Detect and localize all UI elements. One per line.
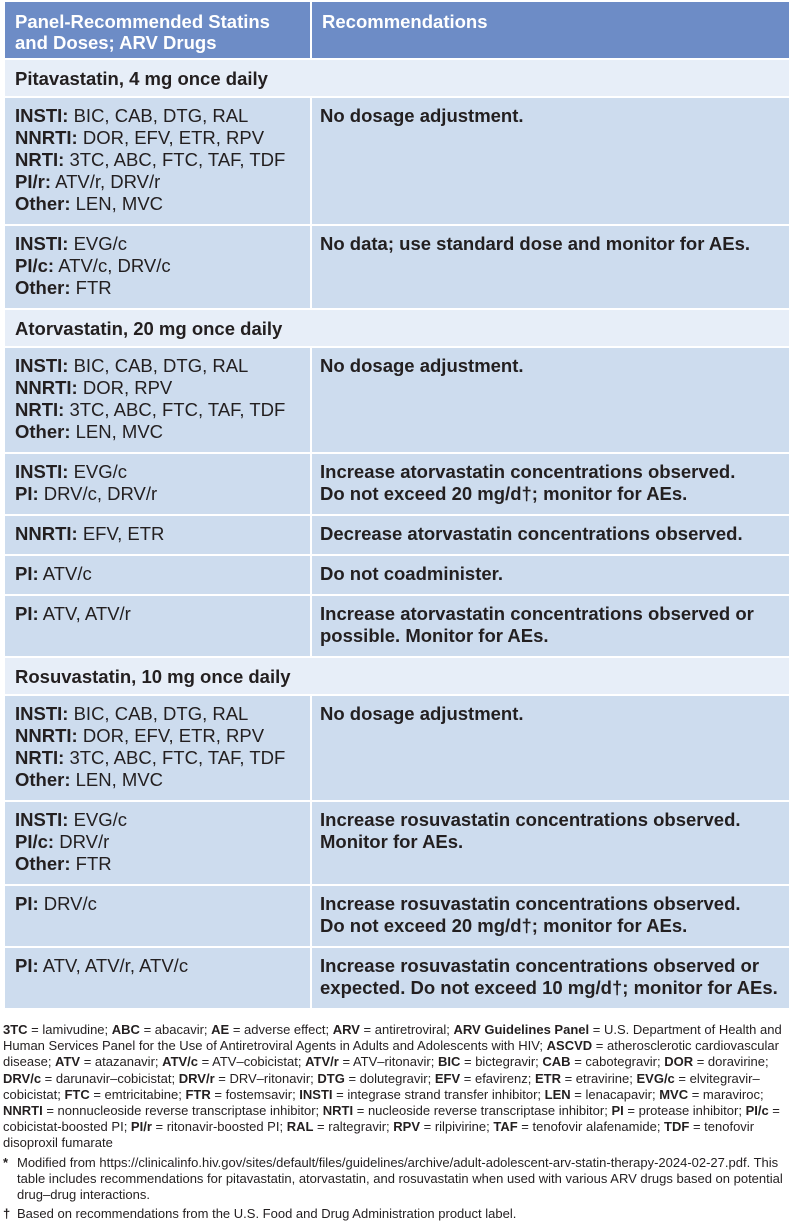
drug-line [15,193,302,215]
statin-arv-table [3,0,791,1010]
drug-class-label: NRTI: [15,149,65,170]
drugs-cell [4,595,311,657]
table-body [4,59,790,1009]
abbreviation-item: ABC = abacavir; [111,1022,212,1037]
abbreviation-term: MVC [659,1086,689,1102]
drug-list: 3TC, ABC, FTC, TAF, TDF [69,747,286,768]
recommendation-line: Increase rosuvastatin concentrations observed. [320,893,741,914]
section-row [4,309,790,347]
drugs-cell [4,947,311,1009]
abbreviation-item: BIC = bictegravir; [437,1054,543,1070]
abbreviation-definition: nucleoside reverse transcriptase inhibitor [367,1103,605,1119]
recommendation-cell [311,453,790,515]
abbreviation-definition: darunavir–cobicistat [55,1070,172,1086]
abbreviation-term: ABC [111,1022,140,1037]
recommendation-line: Increase atorvastatin concentrations observed. [320,461,736,482]
recommendation-cell [311,947,790,1009]
abbreviation-item: NRTI = nucleoside reverse transcriptase inhibitor; [322,1103,612,1119]
drugs-cell [4,97,311,225]
abbreviation-definition: U.S. Department of Health and Human Services Panel for the Use of Antiretroviral Agents in Adults and Adolescents with HIV [3,1022,782,1054]
recommendation-line: expected. Do not exceed 10 mg/d†; monitor for AEs. [320,977,778,998]
abbreviation-term: NNRTI [3,1103,43,1119]
drug-list: BIC, CAB, DTG, RAL [73,105,249,126]
abbreviation-definition: ATV–cobicistat [212,1054,298,1070]
drug-class-label: NRTI: [15,747,65,768]
abbreviation-item: ASCVD = atherosclerotic cardiovascular disease; [3,1038,779,1070]
section-title: Pitavastatin, 4 mg once daily [4,59,790,97]
drug-line [15,747,302,769]
abbreviation-definition: nonnucleoside reverse transcriptase inhibitor [57,1103,316,1119]
abbreviation-definition: elvitegravir–cobicistat [3,1070,760,1102]
drug-class-label: NRTI: [15,399,65,420]
drug-class-label: INSTI: [15,809,69,830]
abbreviation-definition: antiretroviral [374,1022,447,1037]
drug-list: LEN, MVC [75,421,164,442]
abbreviation-term: NRTI [322,1103,354,1119]
drug-class-label: INSTI: [15,355,69,376]
abbreviation-term: RPV [393,1119,420,1135]
drug-list: ATV/c, DRV/c [58,255,171,276]
drug-list: ATV, ATV/r [42,603,131,624]
drug-line [15,523,302,545]
drug-list: BIC, CAB, DTG, RAL [73,703,249,724]
drug-line [15,149,302,171]
abbreviation-item: EFV = efavirenz; [434,1070,535,1086]
abbreviation-term: ETR [534,1070,561,1086]
footnote [3,1155,788,1204]
drug-class-label: PI: [15,893,39,914]
recommendation-line: Decrease atorvastatin concentrations observed. [320,523,743,544]
abbreviation-term: CAB [542,1054,571,1070]
table-row [4,595,790,657]
recommendation-line: Do not exceed 20 mg/d†; monitor for AEs. [320,483,688,504]
drug-list: 3TC, ABC, FTC, TAF, TDF [69,149,286,170]
abbreviation-term: ARV [332,1022,360,1037]
header-recommendations: Recommendations [311,1,790,59]
drug-line [15,171,302,193]
abbreviation-definition: maraviroc [702,1086,760,1102]
drugs-cell [4,801,311,885]
abbreviation-item: ATV = atazanavir; [55,1054,163,1070]
drug-class-label: INSTI: [15,461,69,482]
drugs-cell [4,453,311,515]
recommendation-line: Increase rosuvastatin concentrations observed. [320,809,741,830]
drug-line [15,127,302,149]
abbreviation-item: RAL = raltegravir; [286,1119,394,1135]
table-row [4,97,790,225]
drug-class-label: NNRTI: [15,725,78,746]
drug-class-label: INSTI: [15,105,69,126]
drug-class-label: PI/r: [15,171,51,192]
abbreviation-item: ATV/c = ATV–cobicistat; [162,1054,306,1070]
abbreviation-item: ATV/r = ATV–ritonavir; [305,1054,438,1070]
abbreviations-paragraph [3,1022,788,1152]
drug-line [15,769,302,791]
drug-list: FTR [75,277,112,298]
recommendation-line: Do not coadminister. [320,563,503,584]
drug-list: EVG/c [73,233,128,254]
drug-list: BIC, CAB, DTG, RAL [73,355,249,376]
drug-class-label: PI: [15,483,39,504]
abbreviation-definition: cobicistat-boosted PI [3,1119,124,1135]
drug-line [15,703,302,725]
drug-line [15,893,302,915]
recommendation-line: Do not exceed 20 mg/d†; monitor for AEs. [320,915,688,936]
recommendation-line: No dosage adjustment. [320,105,524,126]
abbreviation-definition: ATV–ritonavir [352,1054,431,1070]
abbreviation-definition: DRV–ritonavir [229,1070,311,1086]
abbreviation-item: EVG/c = elvitegravir–cobicistat; [3,1070,760,1102]
abbreviation-definition: adverse effect [244,1022,326,1037]
recommendation-line: No dosage adjustment. [320,703,524,724]
abbreviation-definition: tenofovir disoproxil fumarate [3,1119,755,1151]
abbreviation-term: TDF [664,1119,690,1135]
abbreviation-definition: emtricitabine [104,1086,179,1102]
abbreviation-term: TAF [493,1119,518,1135]
abbreviation-definition: lamivudine [42,1022,105,1037]
drugs-cell [4,695,311,801]
section-title: Atorvastatin, 20 mg once daily [4,309,790,347]
drug-list: DOR, EFV, ETR, RPV [82,725,265,746]
recommendation-line: Increase rosuvastatin concentrations observed or [320,955,760,976]
drug-line [15,355,302,377]
footnotes [0,1010,800,1222]
table-row [4,885,790,947]
abbreviation-item: PI/r = ritonavir-boosted PI; [130,1119,287,1135]
recommendation-cell [311,225,790,309]
abbreviation-definition: raltegravir [328,1119,387,1135]
table-row [4,225,790,309]
abbreviation-definition: lenacapavir [585,1086,652,1102]
abbreviation-item: FTC = emtricitabine; [64,1086,186,1102]
abbreviation-item: DOR = doravirine; [664,1054,769,1070]
abbreviation-item: RPV = rilpivirine; [393,1119,494,1135]
abbreviation-definition: bictegravir [475,1054,536,1070]
recommendation-line: No dosage adjustment. [320,355,524,376]
drug-class-label: PI: [15,603,39,624]
abbreviation-definition: efavirenz [474,1070,528,1086]
table-row [4,347,790,453]
drug-class-label: PI: [15,563,39,584]
abbreviation-definition: integrase strand transfer inhibitor [347,1086,538,1102]
drug-list: LEN, MVC [75,193,164,214]
recommendation-line: Monitor for AEs. [320,831,464,852]
drug-list: DOR, EFV, ETR, RPV [82,127,265,148]
recommendation-line: No data; use standard dose and monitor for AEs. [320,233,751,254]
section-row [4,59,790,97]
drug-line [15,725,302,747]
abbreviation-item: ARV Guidelines Panel = U.S. Department of Health and Human Services Panel for the Use of Antiretroviral Agents in Adults and Adolescents with HIV; [3,1022,782,1054]
table-row [4,515,790,555]
drug-line [15,809,302,831]
footnote-text: Based on recommendations from the U.S. Food and Drug Administration product label. [17,1206,517,1222]
abbreviation-item: 3TC = lamivudine; [3,1022,112,1037]
abbreviation-definition: abacavir [154,1022,204,1037]
drug-line [15,853,302,875]
abbreviation-definition: rilpivirine [434,1119,487,1135]
abbreviation-term: DOR [664,1054,694,1070]
drug-line [15,563,302,585]
table-row [4,695,790,801]
abbreviation-term: AE [211,1022,230,1037]
abbreviation-item: TAF = tenofovir alafenamide; [493,1119,665,1135]
abbreviation-term: DTG [317,1070,345,1086]
drug-class-label: NNRTI: [15,523,78,544]
abbreviation-definition: tenofovir alafenamide [532,1119,657,1135]
recommendation-line: possible. Monitor for AEs. [320,625,549,646]
table-row [4,947,790,1009]
drug-class-label: Other: [15,277,71,298]
abbreviation-definition: atherosclerotic cardiovascular disease [3,1038,779,1070]
footnote-mark: * [3,1154,9,1170]
abbreviation-term: ATV/r [305,1054,339,1070]
abbreviation-item: ETR = etravirine; [534,1070,637,1086]
section-row [4,657,790,695]
drug-list: FTR [75,853,112,874]
abbreviation-definition: fostemsavir [225,1086,293,1102]
drugs-cell [4,225,311,309]
drug-class-label: INSTI: [15,703,69,724]
abbreviation-item: AE = adverse effect; [211,1022,333,1037]
abbreviation-term: BIC [437,1054,461,1070]
abbreviation-definition: protease inhibitor [638,1103,739,1119]
drug-class-label: INSTI: [15,233,69,254]
abbreviation-definition: cabotegravir [585,1054,657,1070]
recommendation-cell [311,347,790,453]
abbreviation-definition: dolutegravir [359,1070,428,1086]
drug-line [15,377,302,399]
abbreviation-item: TDF = tenofovir disoproxil fumarate [3,1119,755,1151]
abbreviation-term: FTC [64,1086,90,1102]
header-statins-arv: Panel-Recommended Statins and Doses; ARV Drugs [4,1,311,59]
table-row [4,555,790,595]
abbreviation-term: RAL [286,1119,314,1135]
drugs-cell [4,515,311,555]
drug-line [15,603,302,625]
recommendation-cell [311,801,790,885]
drug-list: EFV, ETR [82,523,165,544]
abbreviation-item: FTR = fostemsavir; [185,1086,300,1102]
abbreviation-definition: atazanavir [94,1054,155,1070]
drug-list: DRV/c [43,893,97,914]
drugs-cell [4,885,311,947]
abbreviation-term: PI [611,1103,624,1119]
drugs-cell [4,347,311,453]
drug-class-label: Other: [15,769,71,790]
drug-list: 3TC, ABC, FTC, TAF, TDF [69,399,286,420]
drug-class-label: NNRTI: [15,127,78,148]
drug-list: DOR, RPV [82,377,173,398]
recommendation-cell [311,515,790,555]
recommendation-cell [311,885,790,947]
recommendation-line: Increase atorvastatin concentrations observed or [320,603,754,624]
footnote [3,1206,788,1222]
drug-line [15,461,302,483]
drug-list: ATV/r, DRV/r [55,171,161,192]
abbreviation-item: PI/c = cobicistat-boosted PI; [3,1103,780,1135]
abbreviation-item: ARV = antiretroviral; [332,1022,454,1037]
recommendation-cell [311,555,790,595]
abbreviation-definition: ritonavir-boosted PI [166,1119,280,1135]
drug-line [15,399,302,421]
drug-line [15,483,302,505]
drug-class-label: Other: [15,853,71,874]
abbreviation-term: ASCVD [546,1038,593,1054]
drug-class-label: NNRTI: [15,377,78,398]
abbreviation-item: DTG = dolutegravir; [317,1070,435,1086]
drug-line [15,255,302,277]
abbreviation-term: ARV Guidelines Panel [453,1022,590,1037]
abbreviation-definition: etravirine [575,1070,630,1086]
drug-list: EVG/c [73,809,128,830]
abbreviation-term: EVG/c [636,1070,675,1086]
abbreviation-term: FTR [185,1086,211,1102]
drug-line [15,277,302,299]
drug-list: ATV, ATV/r, ATV/c [42,955,189,976]
abbreviation-term: 3TC [3,1022,28,1037]
drug-list: DRV/r [59,831,110,852]
drug-class-label: PI: [15,955,39,976]
abbreviation-term: ATV [55,1054,81,1070]
drug-line [15,955,302,977]
abbreviation-item: NNRTI = nonnucleoside reverse transcriptase inhibitor; [3,1103,323,1119]
abbreviation-term: LEN [544,1086,571,1102]
abbreviation-term: ATV/c [162,1054,199,1070]
abbreviation-term: PI/c [745,1103,769,1119]
abbreviation-definition: doravirine [707,1054,765,1070]
drug-list: LEN, MVC [75,769,164,790]
abbreviation-item: MVC = maraviroc; [659,1086,764,1102]
footnote-mark: † [3,1206,11,1222]
abbreviation-term: EFV [434,1070,461,1086]
drug-class-label: Other: [15,193,71,214]
drug-class-label: PI/c: [15,255,55,276]
drugs-cell [4,555,311,595]
abbreviation-item: INSTI = integrase strand transfer inhibitor; [299,1086,545,1102]
abbreviation-item: LEN = lenacapavir; [544,1086,660,1102]
abbreviation-item: CAB = cabotegravir; [542,1054,665,1070]
table-header-row [4,1,790,59]
drug-line [15,831,302,853]
abbreviation-term: INSTI [299,1086,333,1102]
table-row [4,801,790,885]
drug-class-label: Other: [15,421,71,442]
abbreviation-term: DRV/c [3,1070,42,1086]
recommendation-cell [311,695,790,801]
drug-list: ATV/c [42,563,92,584]
abbreviation-item: DRV/c = darunavir–cobicistat; [3,1070,179,1086]
drug-class-label: PI/c: [15,831,55,852]
recommendation-cell [311,595,790,657]
abbreviation-item: PI = protease inhibitor; [611,1103,746,1119]
abbreviation-term: PI/r [130,1119,152,1135]
drug-list: EVG/c [73,461,128,482]
recommendation-cell [311,97,790,225]
abbreviation-term: DRV/r [178,1070,215,1086]
table-row [4,453,790,515]
drug-line [15,233,302,255]
footnote-text: Modified from https://clinicalinfo.hiv.gov/sites/default/files/guidelines/archive/adult-adolescent-arv-statin-therapy-2024-02-27.pdf. This table includes recommendations for pitavastatin, atorvastatin, and rosuvastatin when used with various ARV drugs based on potential drug–drug interactions. [17,1154,783,1203]
abbreviation-item: DRV/r = DRV–ritonavir; [178,1070,318,1086]
section-title: Rosuvastatin, 10 mg once daily [4,657,790,695]
drug-line [15,105,302,127]
drug-list: DRV/c, DRV/r [43,483,158,504]
drug-line [15,421,302,443]
footnote-list [3,1155,788,1222]
